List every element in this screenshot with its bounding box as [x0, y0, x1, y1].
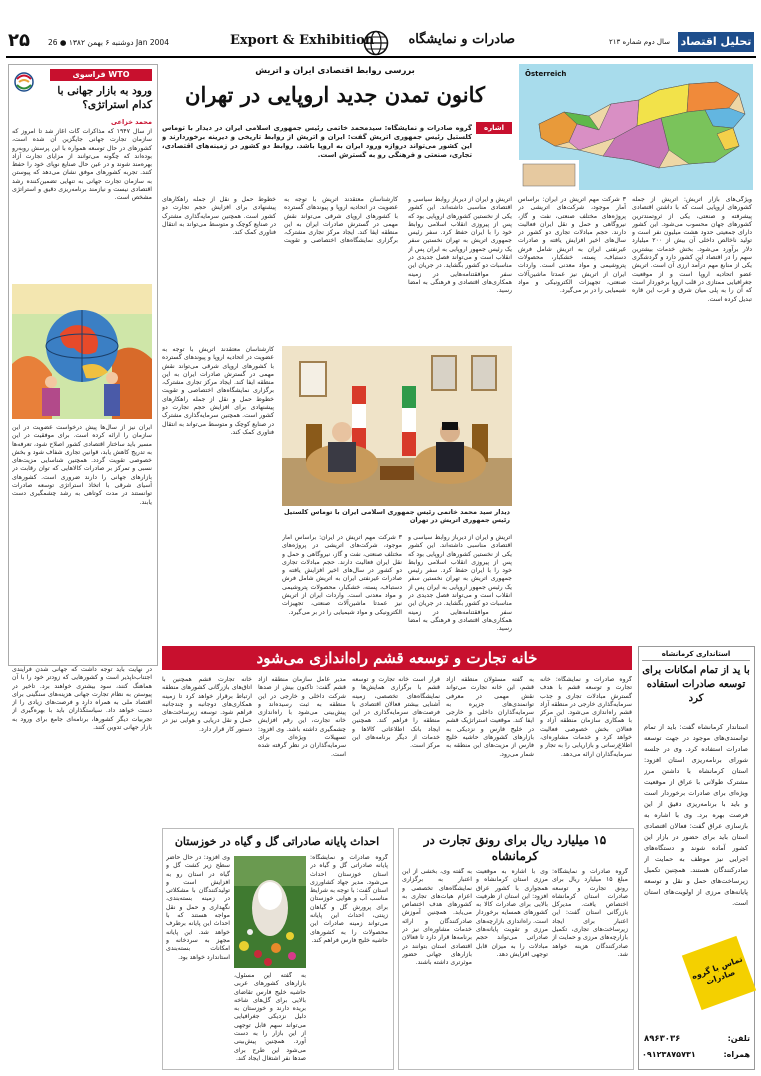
- qeshm-body-1: گروه صادرات و نمایشگاه: خانه تجارت و توسعه قشم با هدف گسترش مبادلات تجاری و جذب سرمایه‌گذاری خارجی در منطقه آزاد قشم راه‌اندازی می‌شود. این مرکز با همکاری سازمان منطقه آزاد و فعالان بخش خصوصی فعالیت خواهد کرد و خدمات مشاوره‌ای، اطلاع‌رسانی و بازاریابی را به تجار و سرمایه‌گذاران ارائه می‌دهد.: [540, 676, 632, 758]
- lead-title: کانون تمدن جدید اروپایی در تهران: [185, 82, 485, 107]
- wto-logo-icon: [12, 70, 36, 96]
- lead-body-6: کارشناسان معتقدند اتریش با توجه به عضویت در اتحادیه اروپا و پیوندهای گسترده با کشورهای اروپای شرقی می‌تواند نقش مهمی در گسترش صادرات ایران به این منطقه ایفا کند. ایجاد مرکز تجاری مشترک، برگزاری نمایشگاه‌های اختصاصی و تقویت خطوط حمل و نقل از جمله راهکارهای پیشنهادی برای افزایش حجم تجارت دو کشور است. همچنین سرمایه‌گذاری مشترک در صنایع کوچک و متوسط می‌تواند به انتقال فناوری کمک کند.: [162, 346, 274, 436]
- wto-body-3: در نهایت باید توجه داشت که جهانی شدن فرآیندی اجتناب‌ناپذیر است و کشورهایی که زودتر خود را با آن هماهنگ کنند، سود بیشتری خواهند برد. تاخیر در پیوستن به نظام تجارت جهانی هزینه‌های سنگینی برای اقتصاد ملی به همراه دارد و فرصت‌های زیادی را از دست خواهد داد. سیاستگذاران باید با بهره‌گیری از تجربیات دیگر کشورها، برنامه‌ای جامع برای ورود به بازار جهانی تدوین کنند.: [12, 666, 152, 732]
- wto-body-1: از سال ۱۹۴۷ که مذاکرات گات آغاز شد تا امروز که سازمان تجارت جهانی جایگزین آن شده است، کشورهای در حال توسعه همواره با این پرسش روبه‌رو بوده‌اند که چگونه می‌توانند از مزایای تجارت آزاد بهره‌مند شوند و در عین حال صنایع نوپای خود را حفظ کنند. تجربه کشورهای موفق نشان می‌دهد که پیوستن به سازمان تجارت جهانی به تنهایی تضمین‌کننده رشد اقتصادی نیست و نیازمند برنامه‌ریزی دقیق و استراتژی مشخص است.: [12, 128, 152, 202]
- qeshm-body-4: مدیر عامل سازمان منطقه آزاد قشم گفت: تاکنون بیش از صدها شرکت داخلی و خارجی در این منطقه به ثبت رسیده‌اند و پیش‌بینی می‌شود با راه‌اندازی خانه تجارت، این رقم افزایش چشمگیری داشته باشد. وی افزود: تسهیلات ویژه‌ای برای سرمایه‌گذاران در نظر گرفته شده است.: [258, 676, 346, 758]
- lead-intro: گروه صادرات و نمایشگاه: سیدمحمد خاتمی رئیس جمهوری اسلامی ایران در دیدار با توماس کلستیل رئیس جمهوری اتریش گفت: ایران و اتریش از روابط تاریخی و دیرینه برخوردارند و این کشور می‌تواند دروازه ورود ایران به اروپا باشد. روابط دو کشور در زمینه‌های اقتصادی، تجاری، صنعتی و فرهنگی رو به گسترش است.: [162, 124, 472, 159]
- khuzestan-body-3: به گفته این مسئول، بازارهای کشورهای عربی حاشیه خلیج فارس تقاضای بالایی برای گل‌های شاخه بریده دارند و خوزستان به دلیل نزدیکی جغرافیایی می‌تواند سهم قابل توجهی از این بازار را به دست آورد. همچنین پیش‌بینی می‌شود این طرح برای صدها نفر اشتغال ایجاد کند.: [234, 972, 306, 1062]
- phone-number: ۸۹۶۳۰۳۶: [644, 1034, 681, 1044]
- meeting-photo: [282, 346, 512, 506]
- wto-label: فراسوی WTO: [50, 69, 152, 81]
- kerman-body-2: وی با اشاره به موقعیت مرزی استان کرمانشاه و همجواری با کشور عراق افزود: این استان از ظرفیت بالایی برای صادرات کالا به کشورهای همسایه برخوردار است. راه‌اندازی بازارچه‌های مرزی و تقویت پایانه‌های صادراتی می‌تواند حجم مبادلات را به میزان قابل توجهی افزایش دهد.: [476, 868, 548, 958]
- qeshm-title: خانه تجارت و توسعه قشم راه‌اندازی می‌شود: [162, 646, 632, 670]
- masthead-logo: تحلیل اقتصاد: [678, 32, 754, 52]
- austria-map: [519, 64, 753, 190]
- khuzestan-body-2: وی افزود: در حال حاضر سطح زیر کشت گل و گیاه در استان رو به افزایش است و تولیدکنندگان با مشکلاتی در زمینه بسته‌بندی، نگهداری و حمل و نقل مواجه هستند که با احداث این پایانه برطرف خواهد شد. این پایانه مجهز به سردخانه و امکانات بسته‌بندی استاندارد خواهد بود.: [166, 854, 230, 961]
- phone-label: تلفن:: [727, 1034, 750, 1043]
- photo-caption: دیدار سید محمد خاتمی رئیس جمهوری اسلامی ایران با توماس کلستیل رئیس جمهوری اتریش در تهران: [284, 508, 510, 525]
- lead-body-7: ۳ شرکت مهم اتریش در ایران: براساس آمار موجود، شرکت‌های اتریشی در پروژه‌های مختلف صنعتی، نفت و گاز، نیروگاهی و حمل و نقل ایران فعالیت دارند. حجم مبادلات تجاری دو کشور در سال‌های اخیر افزایش یافته و صادرات غیرنفتی ایران به اتریش شامل فرش دستباف، پسته، خشکبار، محصولات پتروشیمی و مواد معدنی است. واردات ایران از اتریش نیز عمدتا ماشین‌آلات صنعتی، تجهیزات الکترونیکی و مواد شیمیایی را در بر می‌گیرد.: [282, 534, 402, 616]
- issue-number: سال دوم شماره ۲۱۳: [609, 38, 670, 46]
- sidebar-label: استانداری کرمانشاه: [642, 650, 750, 661]
- kerman-body-1: گروه صادرات و نمایشگاه: مبلغ ۱۵ میلیارد ریال برای رونق تجارت و توسعه صادرات استان کرمانشاه اختصاص یافت. مدیرکل بازرگانی استان گفت: این اعتبار برای ایجاد زیرساخت‌های تجاری، تکمیل بازارچه‌های مرزی و حمایت از صادرکنندگان هزینه خواهد شد.: [552, 868, 628, 958]
- header-date: دوشنبه ۶ بهمن ۱۳۸۲ ● 26 Jan 2004: [48, 38, 169, 47]
- flower-photo: [234, 856, 306, 968]
- sidebar-body: استاندار کرمانشاه گفت: باید از تمام توانمندی‌های موجود در جهت توسعه صادرات استفاده کرد. وی در جلسه شورای برنامه‌ریزی استان افزود: استان کرمانشاه با داشتن مرز مشترک طولانی با عراق از موقعیت ویژه‌ای برای صادرات برخوردار است و باید با برنامه‌ریزی دقیق از این فرصت بهره برد. وی با اشاره به بازسازی عراق گفت: فعالان اقتصادی استان باید برای حضور در بازار این کشور آماده شوند و دستگاه‌های اجرایی نیز موظف به حمایت از صادرکنندگان هستند. همچنین تکمیل زیرساخت‌های حمل و نقل و توسعه پایانه‌های مرزی از اولویت‌های استان است.: [644, 723, 748, 907]
- header-rule: [6, 56, 756, 58]
- lead-body-2: ۳ شرکت مهم اتریش در ایران: براساس آمار موجود، شرکت‌های اتریشی در پروژه‌های مختلف صنعتی، نفت و گاز، نیروگاهی و حمل و نقل ایران فعالیت دارند. حجم مبادلات تجاری دو کشور در سال‌های اخیر افزایش یافته و صادرات غیرنفتی ایران به اتریش شامل فرش دستباف، پسته، خشکبار، محصولات پتروشیمی و مواد معدنی است. واردات ایران از اتریش نیز عمدتا ماشین‌آلات صنعتی، تجهیزات الکترونیکی و مواد شیمیایی را در بر می‌گیرد.: [518, 196, 626, 295]
- wto-author: محمد خزاعی: [110, 118, 152, 126]
- kerman-body-3: به گفته وی، بخشی از این اعتبار به برگزاری نمایشگاه‌های تخصصی و اعزام هیات‌های تجاری به کشورهای هدف اختصاص می‌یابد. همچنین آموزش صادرکنندگان و ارائه خدمات مشاوره‌ای نیز در برنامه‌ها قرار دارد تا فعالان اقتصادی استان بتوانند در بازارهای جهانی حضور موثرتری داشته باشند.: [402, 868, 472, 967]
- section-en: Export & Exhibition: [230, 33, 375, 48]
- intro-tag: اشاره: [476, 122, 512, 134]
- globe-icon: [363, 30, 389, 56]
- wto-title: ورود به بازار جهانی با کدام استراتژی؟: [57, 85, 152, 111]
- wto-illustration: [12, 284, 152, 419]
- khuzestan-body-1: گروه صادرات و نمایشگاه: پایانه صادراتی گل و گیاه در استان خوزستان احداث می‌شود. مدیر جهاد کشاورزی استان گفت: با توجه به شرایط مناسب آب و هوایی خوزستان برای پرورش گل و گیاهان زینتی، احداث این پایانه می‌تواند زمینه صادرات این محصولات را به کشورهای حاشیه خلیج فارس فراهم کند.: [310, 854, 388, 944]
- kerman-title: ۱۵ میلیارد ریال برای رونق تجارت در کرمانشاه: [423, 833, 607, 863]
- page-number: ۲۵: [8, 30, 30, 51]
- sidebar-title: با ید از تمام امکانات برای توسعه صادرات استفاده کرد: [642, 665, 750, 704]
- section-fa: صادرات و نمایشگاه: [408, 32, 515, 47]
- mobile-number: ۰۹۱۲۳۸۷۵۷۳۱: [642, 1050, 696, 1059]
- lead-body-3: اتریش و ایران از دیرباز روابط سیاسی و اقتصادی مناسبی داشته‌اند. این کشور یکی از نخستین کشورهای اروپایی بود که پس از پیروزی انقلاب اسلامی روابط خود را با ایران حفظ کرد. سفر رئیس جمهوری اتریش به تهران نخستین سفر یک رئیس جمهور اروپایی به ایران پس از انقلاب است و می‌تواند فصل جدیدی در مناسبات دو کشور بگشاید. در جریان این سفر موافقتنامه‌هایی در زمینه همکاری‌های اقتصادی و فرهنگی به امضا رسید.: [408, 196, 512, 295]
- lead-body-4: کارشناسان معتقدند اتریش با توجه به عضویت در اتحادیه اروپا و پیوندهای گسترده با کشورهای اروپای شرقی می‌تواند نقش مهمی در گسترش صادرات ایران به این منطقه ایفا کند. ایجاد مرکز تجاری مشترک، برگزاری نمایشگاه‌های اختصاصی و تقویت خطوط حمل و نقل از جمله راهکارهای پیشنهادی برای افزایش حجم تجارت دو کشور است. همچنین سرمایه‌گذاری مشترک در صنایع کوچک و متوسط می‌تواند به انتقال فناوری کمک کند.: [162, 196, 398, 245]
- qeshm-body-3: قرار است خانه تجارت و توسعه قشم با برگزاری همایش‌ها و نمایشگاه‌های تخصصی، زمینه آشنایی بیشتر فعالان اقتصادی با فرصت‌های سرمایه‌گذاری در این منطقه را فراهم کند. همچنین ایجاد بانک اطلاعاتی کالاها و خدمات از دیگر برنامه‌های این مرکز است.: [352, 676, 440, 750]
- lead-body-1: ویژگی‌های بازار اتریش: اتریش از جمله کشورهای اروپایی است که با داشتن اقتصادی پیشرفته و صنعتی، یکی از ثروتمندترین کشورهای جهان محسوب می‌شود. این کشور دارای جمعیتی حدود هشت میلیون نفر است و تولید ناخالص داخلی آن بیش از ۲۰۰ میلیارد دلار برآورد می‌شود. بخش خدمات بیشترین سهم را در اقتصاد این کشور دارد و گردشگری یکی از منابع مهم درآمد ارزی آن است. اتریش عضو اتحادیه اروپا است و از موقعیت جغرافیایی ممتازی در قلب اروپا برخوردار است که آن را به پلی میان شرق و غرب این قاره تبدیل کرده است.: [632, 196, 752, 303]
- lead-kicker: بررسی روابط اقتصادی ایران و اتریش: [255, 66, 415, 76]
- wto-body-2: ایران نیز از سال‌ها پیش درخواست عضویت در این سازمان را ارائه کرده است. برای موفقیت در این مسیر باید ساختار اقتصادی کشور اصلاح شود، تعرفه‌ها به تدریج کاهش یابد، قوانین تجاری شفاف شود و بخش خصوصی تقویت گردد. همچنین شناسایی مزیت‌های نسبی و تمرکز بر صادرات کالاهایی که توان رقابت در بازارهای جهانی را دارند ضروری است. کشورهای آسیای شرقی با اتخاذ استراتژی توسعه صادرات توانستند در مدت کوتاهی به رشد چشمگیری دست یابند.: [12, 424, 152, 506]
- qeshm-body-2: به گفته مسئولان منطقه آزاد قشم، این خانه تجارت می‌تواند نقش مهمی در معرفی توانمندی‌های جزیره به سرمایه‌گذاران داخلی و خارجی ایفا کند. موقعیت استراتژیک قشم در خلیج فارس و نزدیکی به بازارهای کشورهای حاشیه خلیج فارس از مزیت‌های این منطقه به شمار می‌رود.: [446, 676, 534, 758]
- qeshm-body-5: خانه تجارت قشم همچنین با اتاق‌های بازرگانی کشورهای منطقه ارتباط برقرار خواهد کرد تا زمینه همکاری‌های دوجانبه و چندجانبه فراهم شود. توسعه زیرساخت‌های حمل و نقل دریایی و هوایی نیز در دستور کار قرار دارد.: [162, 676, 252, 733]
- map-label: Österreich: [525, 70, 567, 78]
- khuzestan-title: احداث پایانه صادراتی گل و گیاه در خوزستان: [174, 835, 380, 848]
- contact-stamp-text: تماس با گروه صادرات: [690, 954, 744, 987]
- mobile-label: همراه:: [723, 1050, 750, 1059]
- lead-body-5: اتریش و ایران از دیرباز روابط سیاسی و اقتصادی مناسبی داشته‌اند. این کشور یکی از نخستین کشورهای اروپایی بود که پس از پیروزی انقلاب اسلامی روابط خود را با ایران حفظ کرد. سفر رئیس جمهوری اتریش به تهران نخستین سفر یک رئیس جمهور اروپایی به ایران پس از انقلاب است و می‌تواند فصل جدیدی در مناسبات دو کشور بگشاید. در جریان این سفر موافقتنامه‌هایی در زمینه همکاری‌های اقتصادی و فرهنگی به امضا رسید.: [408, 534, 512, 633]
